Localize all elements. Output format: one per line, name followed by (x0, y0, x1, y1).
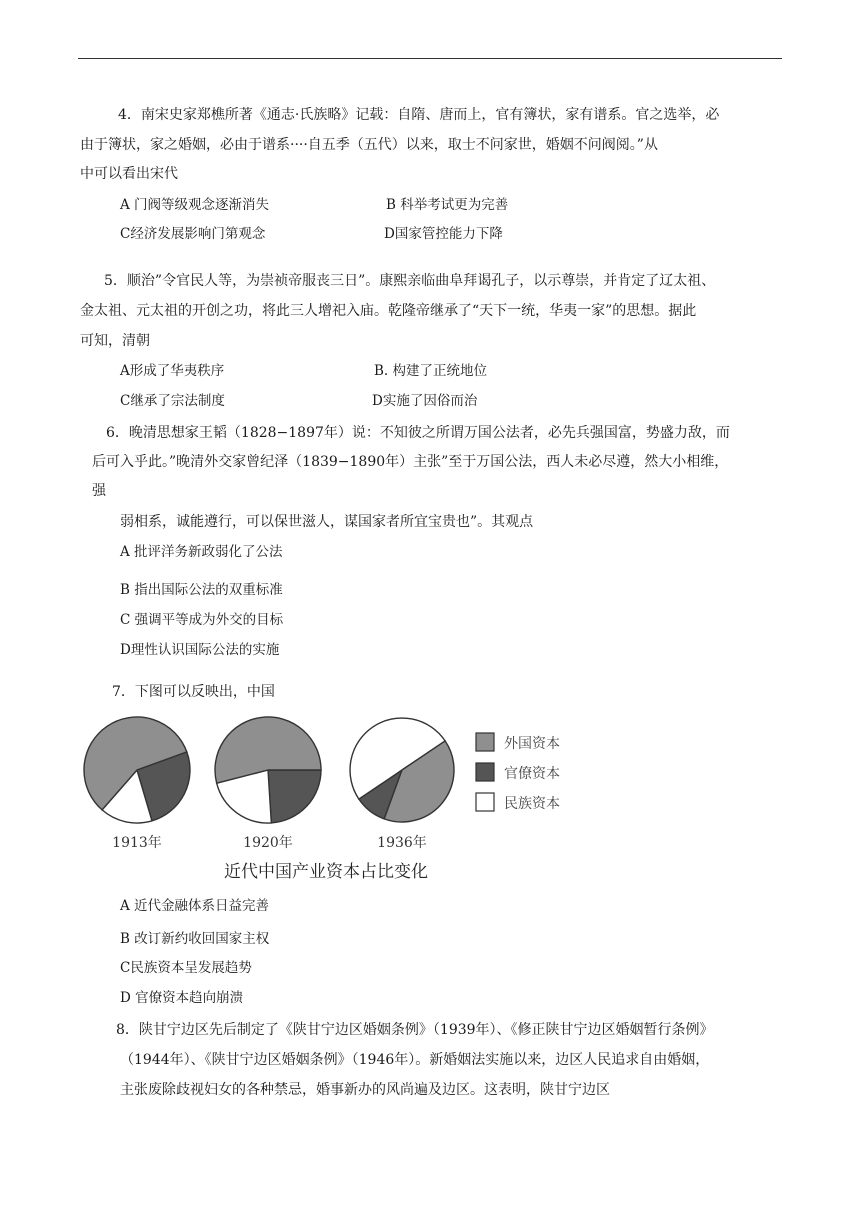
q6-line-3: 强 (92, 483, 106, 499)
q7-line-1: 7．下图可以反映出，中国 (112, 684, 275, 700)
q4-option-c: C经济发展影响门第观念 (120, 226, 266, 242)
q5-option-b: B. 构建了正统地位 (374, 363, 488, 379)
header-rule (78, 58, 782, 59)
q5-option-a: A形成了华夷秩序 (120, 363, 225, 379)
pie-slice-1-bureaucratic (268, 770, 321, 823)
q8-line-1: 8．陕甘宁边区先后制定了《陕甘宁边区婚姻条例》（1939年）、《修正陕甘宁边区婚姻暂行条例》 (116, 1022, 714, 1038)
q6-option-a: A 批评洋务新政弱化了公法 (120, 544, 283, 560)
q5-line-2: 金太祖、元太祖的开创之功，将此三人增祀入庙。乾隆帝继承了“天下一统，华夷一家”的思想。据此 (80, 303, 697, 319)
legend-label-foreign: 外国资本 (504, 736, 560, 752)
q6-line-1: 6．晚清思想家王韬（1828−1897年）说：不知彼之所谓万国公法者，必先兵强国富，势盛力敌，而 (106, 425, 730, 441)
q5-line-1: 5．顺治”令官民人等，为崇祯帝服丧三日”。康熙亲临曲阜拜谒孔子，以示尊崇，并肯定了辽太祖、 (104, 273, 716, 289)
q6-option-b: B 指出国际公法的双重标准 (120, 582, 283, 598)
q7-option-a: A 近代金融体系日益完善 (120, 898, 270, 914)
q4-option-a: A 门阀等级观念逐渐消失 (120, 197, 270, 213)
pie-label-1936: 1936年 (377, 835, 427, 851)
q8-line-2: （1944年）、《陕甘宁边区婚姻条例》（1946年）。新婚姻法实施以来，边区人民追求自由婚姻， (120, 1052, 710, 1068)
legend-label-national: 民族资本 (504, 796, 560, 812)
legend-swatch-bureaucratic (476, 763, 494, 781)
q7-option-d: D 官僚资本趋向崩溃 (120, 990, 244, 1006)
pie-label-1913: 1913年 (112, 835, 162, 851)
q7-option-c: C民族资本呈发展趋势 (120, 960, 252, 976)
q6-line-2: 后可入乎此。”晚清外交家曾纪泽（1839−1890年）主张”至于万国公法，西人未必尽遵，然大小相维， (92, 454, 729, 470)
legend-label-bureaucratic: 官僚资本 (504, 766, 560, 782)
legend-swatch-foreign (476, 733, 494, 751)
pie-label-1920: 1920年 (243, 835, 293, 851)
q8-line-3: 主张废除歧视妇女的各种禁忌，婚事新办的风尚遍及边区。这表明，陕甘宁边区 (120, 1082, 610, 1098)
q6-line-4: 弱相系，诚能遵行，可以保世滋人，谋国家者所宜宝贵也”。其观点 (120, 514, 534, 530)
q4-option-d: D国家管控能力下降 (384, 226, 503, 242)
q4-line-2: 由于簿状，家之婚姻，必由于谱系····自五季（五代）以来，取士不问家世，婚姻不问阀阅。”从 (80, 137, 658, 153)
chart-title: 近代中国产业资本占比变化 (224, 862, 428, 882)
capital-share-chart (80, 708, 600, 888)
q5-option-d: D实施了因俗而治 (372, 393, 478, 409)
q4-option-b: B 科举考试更为完善 (386, 197, 509, 213)
q5-option-c: C继承了宗法制度 (120, 393, 225, 409)
q5-line-3: 可知，清朝 (80, 333, 150, 349)
q6-option-d: D理性认识国际公法的实施 (120, 642, 280, 658)
pie-group (84, 717, 454, 823)
q6-option-c: C 强调平等成为外交的目标 (120, 612, 284, 628)
q7-option-b: B 改订新约收回国家主权 (120, 931, 270, 947)
legend-swatch-national (476, 793, 494, 811)
chart-legend (476, 733, 560, 812)
q4-line-1: 4．南宋史家郑樵所著《通志·氏族略》记载：自隋、唐而上，官有簿状，家有谱系。官之选举，必 (118, 107, 720, 123)
q4-line-3: 中可以看出宋代 (80, 166, 178, 182)
